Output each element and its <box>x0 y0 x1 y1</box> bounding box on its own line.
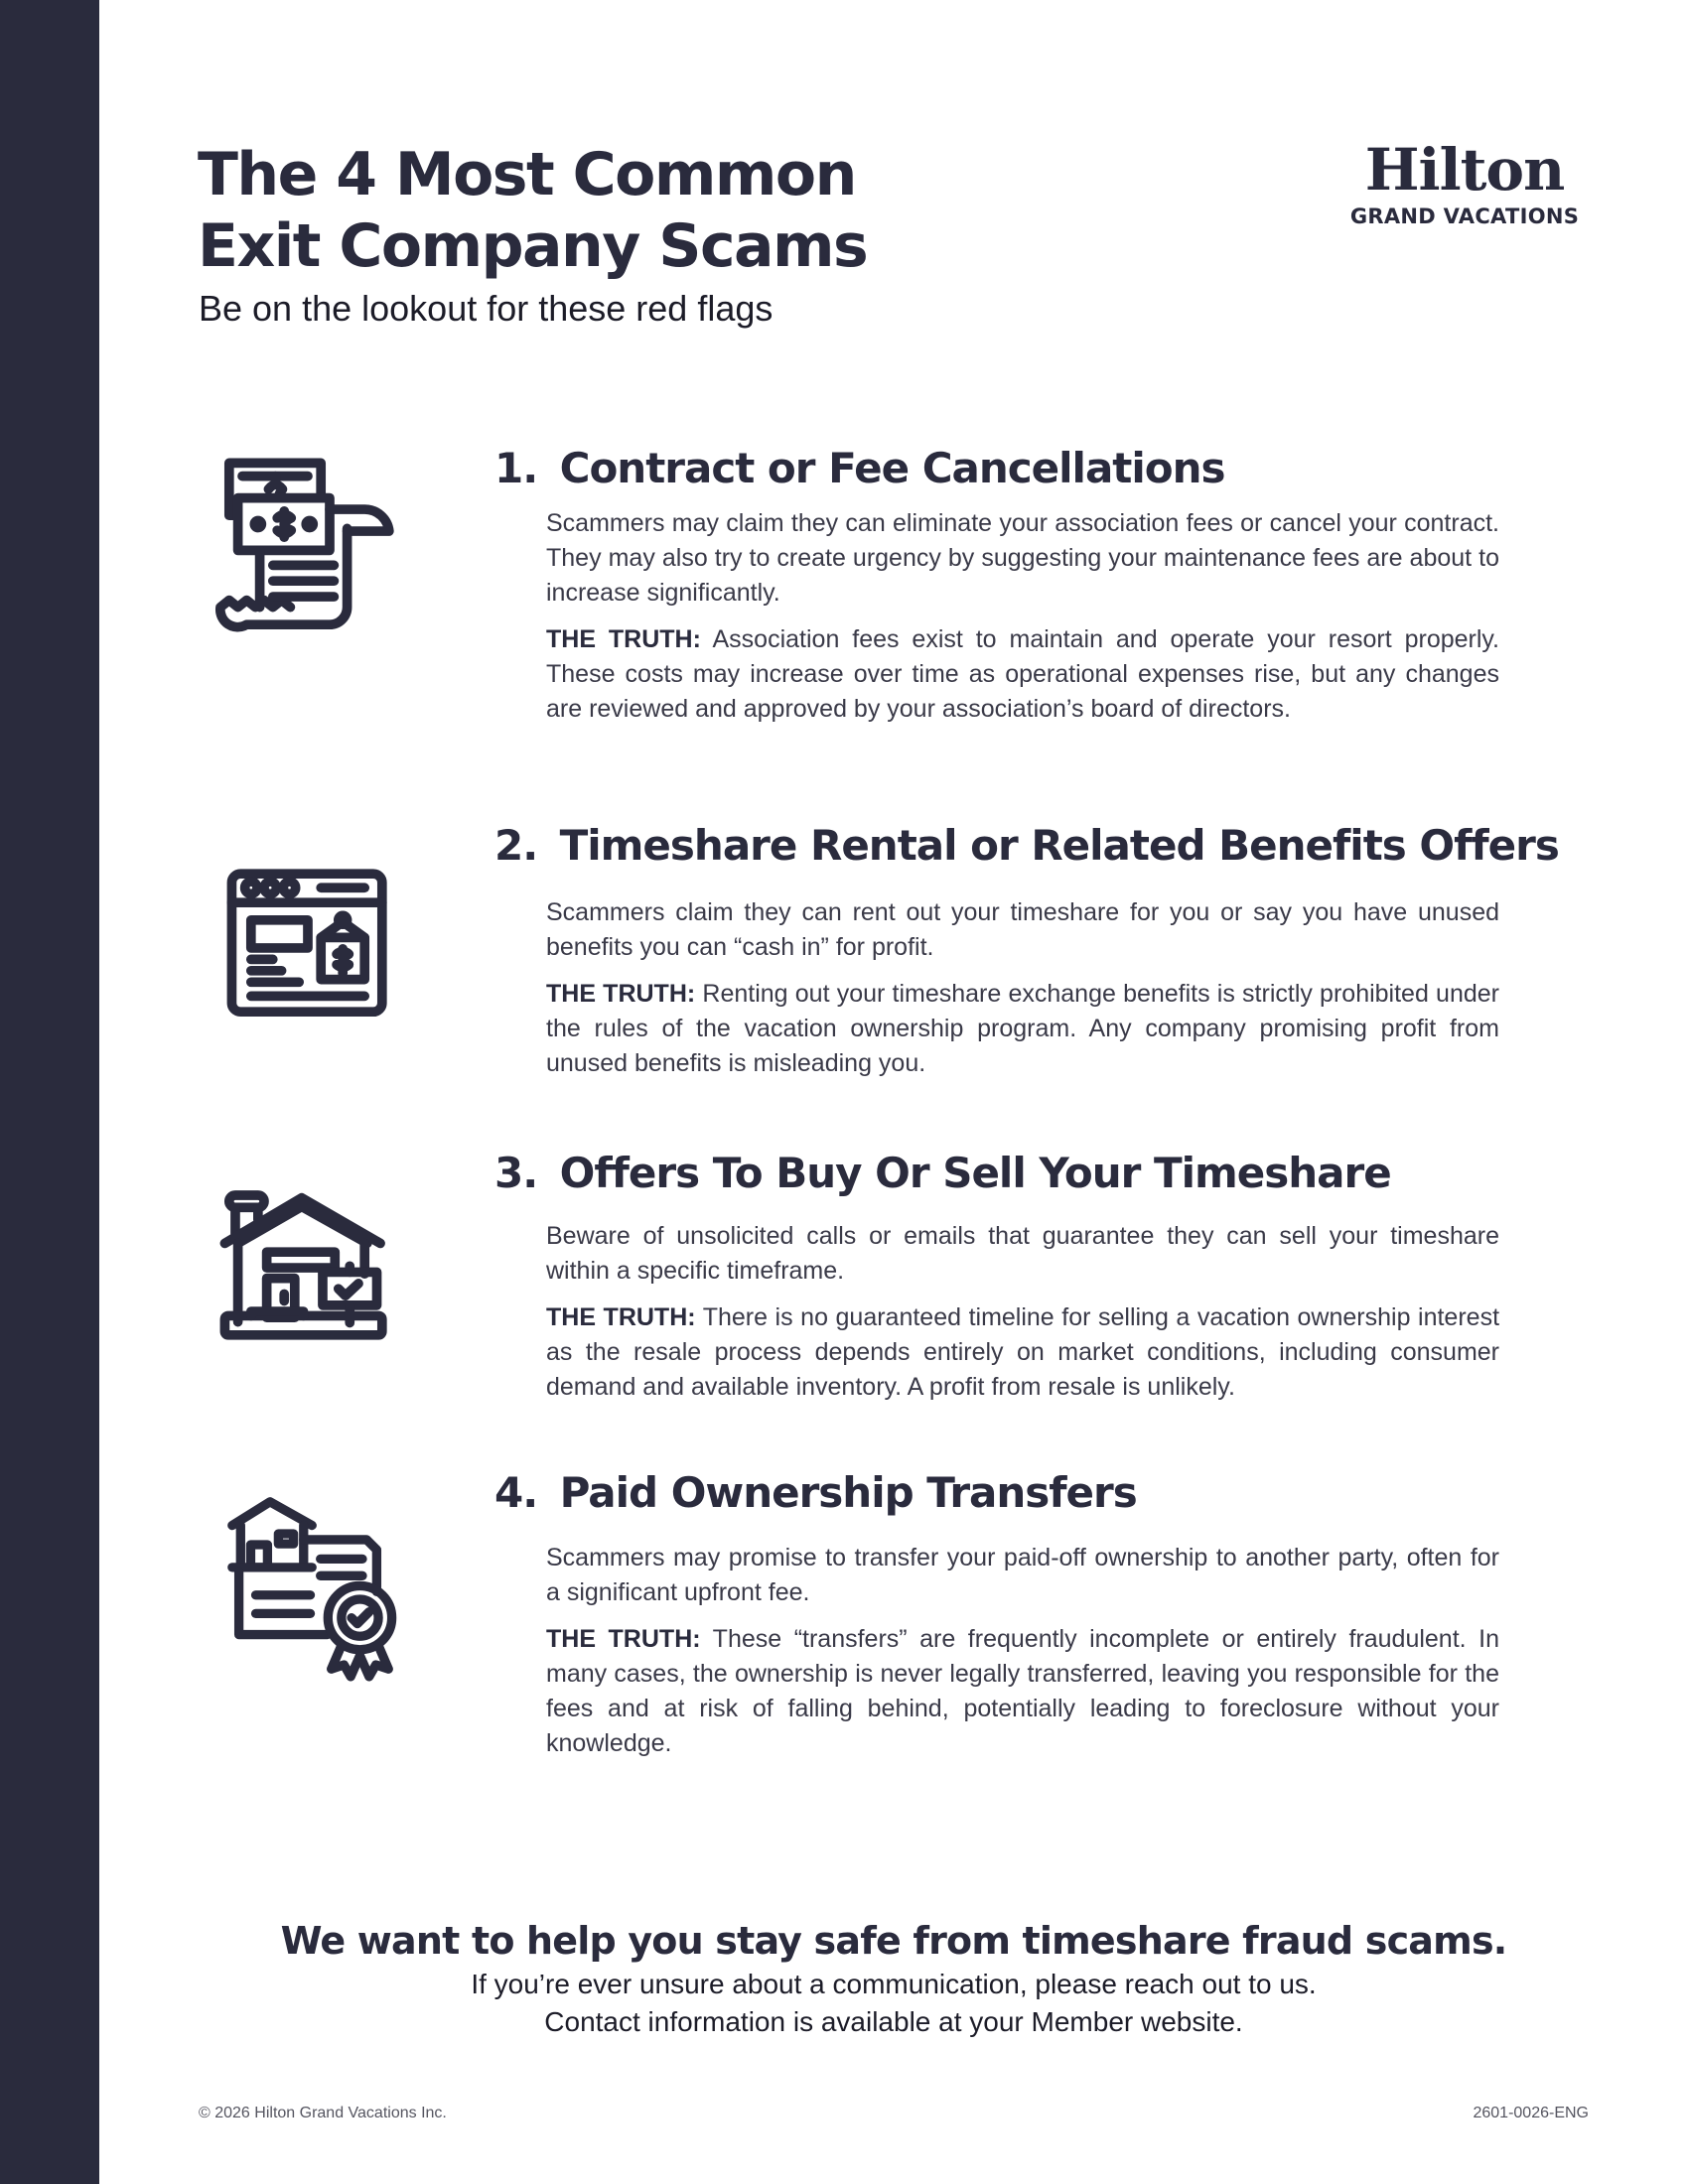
section-heading: 1. Contract or Fee Cancellations <box>494 444 1225 492</box>
title-line-2: Exit Company Scams <box>198 211 868 281</box>
logo-wordmark: Hilton <box>1364 136 1565 204</box>
section-body <box>546 1219 1499 1417</box>
truth-text: Renting out your timeshare exchange benefits is strictly prohibited under the rules of the vacation ownership program. Any company promising profit from unused benefits is misleading you. <box>546 980 1499 1077</box>
section-description: Beware of unsolicited calls or emails that guarantee they can sell your timeshare within a specific timeframe. <box>546 1222 1499 1285</box>
section-description: Scammers may promise to transfer your paid-off ownership to another party, often for a significant upfront fee. <box>546 1544 1499 1606</box>
cta-line-1: If you’re ever unsure about a communication, please reach out to us. <box>471 1969 1317 1999</box>
hilton-grand-vacations-logo <box>1336 136 1594 228</box>
house-deed-certificate-icon <box>199 1479 417 1698</box>
browser-price-tag-icon <box>199 824 417 1042</box>
truth-text: Association fees exist to maintain and operate your resort properly. These costs may increase over time as operational expenses rise, but any changes are reviewed and approved by your association’s board of directors. <box>546 625 1499 723</box>
copyright-notice: © 2026 Hilton Grand Vacations Inc. <box>199 2105 447 2121</box>
sidebar-band <box>0 0 99 2184</box>
money-receipt-icon <box>199 437 417 655</box>
page-subtitle: Be on the lookout for these red flags <box>199 288 774 329</box>
title-line-1: The 4 Most Common <box>198 140 856 209</box>
truth-paragraph <box>546 1622 1499 1761</box>
truth-label: THE TRUTH: <box>546 1625 701 1653</box>
house-sold-sign-icon <box>199 1152 417 1370</box>
truth-paragraph <box>546 977 1499 1081</box>
section-heading: 3. Offers To Buy Or Sell Your Timeshare <box>494 1149 1391 1197</box>
section-body <box>546 506 1499 739</box>
cta-heading: We want to help you stay safe from timeshare fraud scams. <box>280 1919 1507 1963</box>
section-heading: 2. Timeshare Rental or Related Benefits Offers <box>494 821 1559 870</box>
section-heading: 4. Paid Ownership Transfers <box>494 1468 1137 1517</box>
section-description: Scammers may claim they can eliminate your association fees or cancel your contract. They may also try to create urgency by suggesting your maintenance fees are about to increase significantly. <box>546 509 1499 607</box>
section-body <box>546 1541 1499 1773</box>
logo-subtitle: GRAND VACATIONS <box>1349 205 1580 228</box>
call-to-action <box>99 1916 1688 2041</box>
truth-label: THE TRUTH: <box>546 1303 696 1331</box>
section-body <box>546 895 1499 1093</box>
truth-paragraph <box>546 622 1499 727</box>
truth-text: These “transfers” are frequently incomplete or entirely fraudulent. In many cases, the ownership is never legally transferred, leaving you responsible for the fees and at risk of falling behind, potentially leading to foreclosure without your knowledge. <box>546 1625 1499 1757</box>
truth-label: THE TRUTH: <box>546 980 696 1008</box>
truth-label: THE TRUTH: <box>546 625 701 653</box>
page-title <box>198 139 867 282</box>
document-code: 2601-0026-ENG <box>1473 2105 1589 2121</box>
truth-text: There is no guaranteed timeline for selling a vacation ownership interest as the resale process depends entirely on market conditions, including consumer demand and available inventory. A profit from resale is unlikely. <box>546 1303 1500 1401</box>
section-description: Scammers claim they can rent out your timeshare for you or say you have unused benefits you can “cash in” for profit. <box>546 898 1499 961</box>
cta-line-2: Contact information is available at your Member website. <box>544 2006 1243 2037</box>
truth-paragraph <box>546 1300 1499 1405</box>
